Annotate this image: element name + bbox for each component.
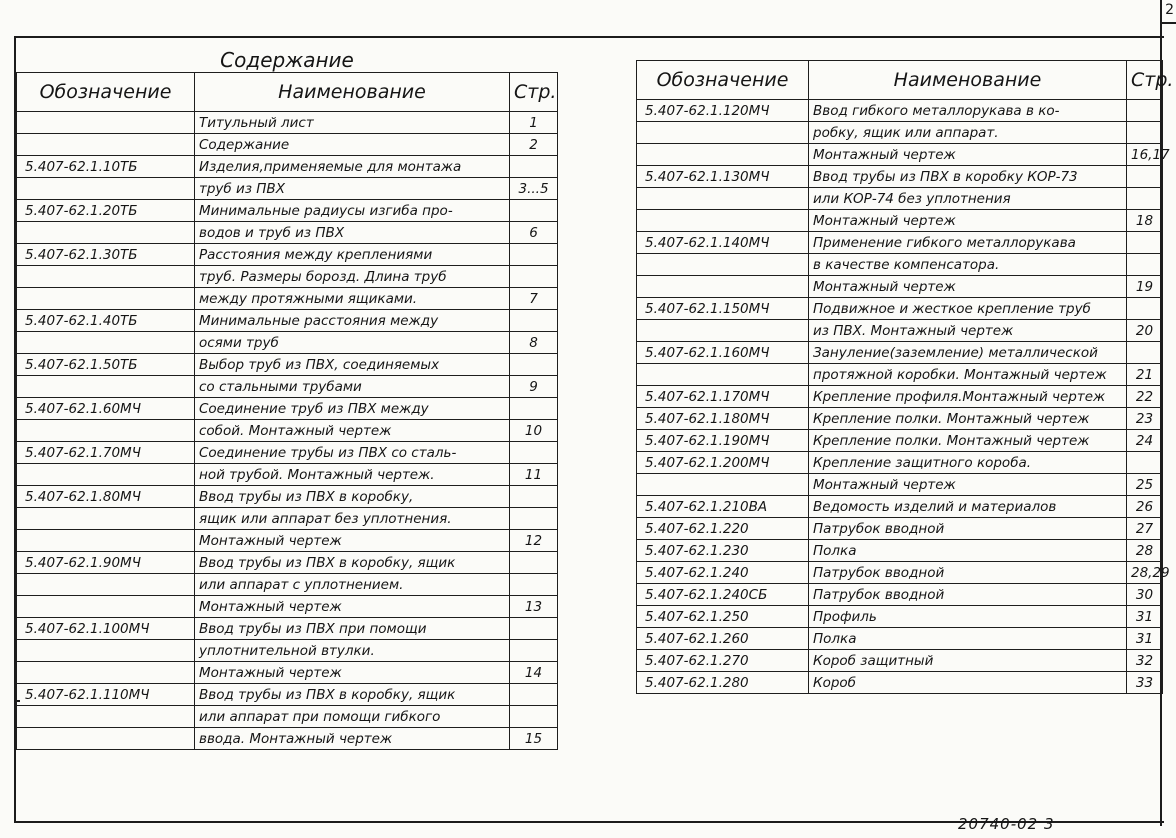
row-name: Ввод трубы из ПВХ при помощи xyxy=(195,618,510,640)
row-name: Крепление защитного короба. xyxy=(809,452,1127,474)
table-row xyxy=(637,452,1163,474)
row-name: Профиль xyxy=(809,606,1127,628)
table-row xyxy=(637,606,1163,628)
row-name: Монтажный чертеж xyxy=(809,144,1127,166)
table-row xyxy=(637,518,1163,540)
row-code: 5.407-62.1.190МЧ xyxy=(637,430,809,452)
row-name: осями труб xyxy=(195,332,510,354)
row-code xyxy=(17,288,195,310)
row-page: 31 xyxy=(1127,606,1163,628)
table-row xyxy=(17,134,558,156)
table-row xyxy=(17,508,558,530)
row-code: 5.407-62.1.270 xyxy=(637,650,809,672)
row-page: 6 xyxy=(510,222,558,244)
row-name: или КОР-74 без уплотнения xyxy=(809,188,1127,210)
row-code: 5.407-62.1.210ВА xyxy=(637,496,809,518)
row-page: 20 xyxy=(1127,320,1163,342)
row-page xyxy=(1127,188,1163,210)
row-page xyxy=(510,310,558,332)
row-name: протяжной коробки. Монтажный чертеж xyxy=(809,364,1127,386)
table-row xyxy=(637,364,1163,386)
row-page: 1 xyxy=(510,112,558,134)
table-row xyxy=(637,408,1163,430)
row-page: 18 xyxy=(1127,210,1163,232)
row-name: Крепление профиля.Монтажный чертеж xyxy=(809,386,1127,408)
row-name: Патрубок вводной xyxy=(809,562,1127,584)
table-row xyxy=(637,430,1163,452)
row-code: 5.407-62.1.130МЧ xyxy=(637,166,809,188)
row-code xyxy=(637,320,809,342)
table-row xyxy=(17,552,558,574)
table-row xyxy=(637,100,1163,122)
row-page xyxy=(510,640,558,662)
table-row xyxy=(17,332,558,354)
row-code xyxy=(17,420,195,442)
row-code xyxy=(637,188,809,210)
row-code: 5.407-62.1.250 xyxy=(637,606,809,628)
row-name: собой. Монтажный чертеж xyxy=(195,420,510,442)
row-name: Короб xyxy=(809,672,1127,694)
row-name: Полка xyxy=(809,540,1127,562)
row-name: ввода. Монтажный чертеж xyxy=(195,728,510,750)
row-name: труб. Размеры борозд. Длина труб xyxy=(195,266,510,288)
row-code: 5.407-62.1.160МЧ xyxy=(637,342,809,364)
header-page: Стр. xyxy=(510,73,558,112)
row-name: водов и труб из ПВХ xyxy=(195,222,510,244)
table-row xyxy=(637,254,1163,276)
row-page xyxy=(1127,254,1163,276)
row-code: 5.407-62.1.200МЧ xyxy=(637,452,809,474)
row-code xyxy=(17,508,195,530)
row-code: 5.407-62.1.60МЧ xyxy=(17,398,195,420)
header-code: Обозначение xyxy=(17,73,195,112)
row-code xyxy=(637,254,809,276)
row-name: Ведомость изделий и материалов xyxy=(809,496,1127,518)
row-page: 32 xyxy=(1127,650,1163,672)
table-row xyxy=(637,628,1163,650)
row-page xyxy=(1127,452,1163,474)
row-name: Монтажный чертеж xyxy=(809,474,1127,496)
row-name: Минимальные расстояния между xyxy=(195,310,510,332)
row-page xyxy=(510,706,558,728)
row-code: 5.407-62.1.70МЧ xyxy=(17,442,195,464)
table-row xyxy=(17,706,558,728)
table-row xyxy=(17,310,558,332)
row-page xyxy=(1127,122,1163,144)
row-code xyxy=(637,364,809,386)
row-code xyxy=(637,144,809,166)
row-name: Короб защитный xyxy=(809,650,1127,672)
header-name: Наименование xyxy=(195,73,510,112)
row-code: 5.407-62.1.180МЧ xyxy=(637,408,809,430)
table-row xyxy=(637,276,1163,298)
row-code xyxy=(17,596,195,618)
table-row xyxy=(17,640,558,662)
table-row xyxy=(637,210,1163,232)
contents-title: Содержание xyxy=(17,48,558,73)
row-name: Монтажный чертеж xyxy=(195,530,510,552)
table-row xyxy=(637,386,1163,408)
table-row xyxy=(17,266,558,288)
row-code: 5.407-62.1.50ТБ xyxy=(17,354,195,376)
row-name: труб из ПВХ xyxy=(195,178,510,200)
row-name: Полка xyxy=(809,628,1127,650)
table-row xyxy=(17,442,558,464)
row-code xyxy=(17,178,195,200)
header-name: Наименование xyxy=(809,61,1127,100)
row-code xyxy=(17,574,195,596)
row-name: ной трубой. Монтажный чертеж. xyxy=(195,464,510,486)
row-name: Минимальные радиусы изгиба про- xyxy=(195,200,510,222)
row-name: Зануление(заземление) металлической xyxy=(809,342,1127,364)
row-code xyxy=(17,222,195,244)
row-code: 5.407-62.1.20ТБ xyxy=(17,200,195,222)
contents-rows-left xyxy=(17,112,558,750)
table-row xyxy=(17,288,558,310)
table-row xyxy=(637,298,1163,320)
row-code xyxy=(637,474,809,496)
table-row xyxy=(17,222,558,244)
row-page xyxy=(1127,166,1163,188)
row-name: Монтажный чертеж xyxy=(195,662,510,684)
table-row xyxy=(637,672,1163,694)
row-page: 22 xyxy=(1127,386,1163,408)
table-row xyxy=(637,474,1163,496)
row-name: Ввод гибкого металлорукава в ко- xyxy=(809,100,1127,122)
row-code: 5.407-62.1.110МЧ xyxy=(17,684,195,706)
row-name: между протяжными ящиками. xyxy=(195,288,510,310)
row-code: 5.407-62.1.30ТБ xyxy=(17,244,195,266)
row-page: 15 xyxy=(510,728,558,750)
row-code xyxy=(17,332,195,354)
contents-table-left xyxy=(16,48,558,750)
row-name: Содержание xyxy=(195,134,510,156)
table-row xyxy=(17,398,558,420)
row-page: 28 xyxy=(1127,540,1163,562)
row-code: 5.407-62.1.90МЧ xyxy=(17,552,195,574)
row-code xyxy=(17,728,195,750)
table-row xyxy=(17,728,558,750)
row-name: Соединение труб из ПВХ между xyxy=(195,398,510,420)
row-name: Титульный лист xyxy=(195,112,510,134)
row-name: из ПВХ. Монтажный чертеж xyxy=(809,320,1127,342)
table-row xyxy=(637,562,1163,584)
row-page: 14 xyxy=(510,662,558,684)
row-code xyxy=(17,112,195,134)
row-name: уплотнительной втулки. xyxy=(195,640,510,662)
row-name: Выбор труб из ПВХ, соединяемых xyxy=(195,354,510,376)
row-code: 5.407-62.1.140МЧ xyxy=(637,232,809,254)
row-name: со стальными трубами xyxy=(195,376,510,398)
row-name: Соединение трубы из ПВХ со сталь- xyxy=(195,442,510,464)
row-name: или аппарат при помощи гибкого xyxy=(195,706,510,728)
row-page: 31 xyxy=(1127,628,1163,650)
row-name: робку, ящик или аппарат. xyxy=(809,122,1127,144)
contents-table-right xyxy=(636,60,1174,694)
table-row xyxy=(17,486,558,508)
row-name: Патрубок вводной xyxy=(809,584,1127,606)
row-name: ящик или аппарат без уплотнения. xyxy=(195,508,510,530)
row-page xyxy=(1127,298,1163,320)
row-page: 27 xyxy=(1127,518,1163,540)
row-page xyxy=(510,552,558,574)
row-code: 5.407-62.1.230 xyxy=(637,540,809,562)
row-name: Монтажный чертеж xyxy=(809,276,1127,298)
table-row xyxy=(17,354,558,376)
row-page: 8 xyxy=(510,332,558,354)
table-row xyxy=(17,684,558,706)
row-name: в качестве компенсатора. xyxy=(809,254,1127,276)
row-page xyxy=(1127,232,1163,254)
table-row xyxy=(17,574,558,596)
row-code: 5.407-62.1.10ТБ xyxy=(17,156,195,178)
table-row xyxy=(17,596,558,618)
row-page: 2 xyxy=(510,134,558,156)
row-page: 21 xyxy=(1127,364,1163,386)
row-name: Применение гибкого металлорукава xyxy=(809,232,1127,254)
row-page: 11 xyxy=(510,464,558,486)
row-name: Изделия,применяемые для монтажа xyxy=(195,156,510,178)
row-name: Крепление полки. Монтажный чертеж xyxy=(809,408,1127,430)
row-page: 16,17 xyxy=(1127,144,1163,166)
row-code: 5.407-62.1.80МЧ xyxy=(17,486,195,508)
row-code: 5.407-62.1.260 xyxy=(637,628,809,650)
row-page: 23 xyxy=(1127,408,1163,430)
row-code xyxy=(17,376,195,398)
table-row xyxy=(17,200,558,222)
table-row xyxy=(637,232,1163,254)
table-row xyxy=(17,178,558,200)
row-page xyxy=(510,618,558,640)
row-page xyxy=(510,442,558,464)
document-code: 20740-02 3 xyxy=(958,815,1055,833)
table-row xyxy=(637,584,1163,606)
table-row xyxy=(637,320,1163,342)
table-row xyxy=(17,244,558,266)
table-row xyxy=(17,156,558,178)
row-page xyxy=(510,200,558,222)
row-page xyxy=(510,574,558,596)
row-page xyxy=(510,266,558,288)
row-name: Монтажный чертеж xyxy=(809,210,1127,232)
row-page: 9 xyxy=(510,376,558,398)
row-page xyxy=(510,684,558,706)
row-code: 5.407-62.1.220 xyxy=(637,518,809,540)
row-name: Ввод трубы из ПВХ в коробку, ящик xyxy=(195,684,510,706)
row-code xyxy=(17,706,195,728)
row-code xyxy=(637,276,809,298)
row-code: 5.407-62.1.280 xyxy=(637,672,809,694)
row-name: Ввод трубы из ПВХ в коробку, ящик xyxy=(195,552,510,574)
row-code: 5.407-62.1.100МЧ xyxy=(17,618,195,640)
row-name: или аппарат с уплотнением. xyxy=(195,574,510,596)
table-row xyxy=(637,540,1163,562)
table-row xyxy=(637,144,1163,166)
table-row xyxy=(637,188,1163,210)
table-row xyxy=(637,650,1163,672)
row-code: 5.407-62.1.120МЧ xyxy=(637,100,809,122)
row-page xyxy=(1127,100,1163,122)
contents-rows-right xyxy=(637,100,1170,694)
row-code xyxy=(17,464,195,486)
row-page: 3...5 xyxy=(510,178,558,200)
row-page: 28,29 xyxy=(1127,562,1163,584)
table-row xyxy=(17,420,558,442)
row-code xyxy=(17,266,195,288)
row-code: 5.407-62.1.150МЧ xyxy=(637,298,809,320)
row-page xyxy=(1127,342,1163,364)
row-page xyxy=(510,244,558,266)
row-page xyxy=(510,354,558,376)
row-name: Ввод трубы из ПВХ в коробку КОР-73 xyxy=(809,166,1127,188)
table-row xyxy=(637,122,1163,144)
row-page xyxy=(510,486,558,508)
table-row xyxy=(17,618,558,640)
row-page: 30 xyxy=(1127,584,1163,606)
row-name: Подвижное и жесткое крепление труб xyxy=(809,298,1127,320)
table-row xyxy=(17,112,558,134)
row-page xyxy=(510,156,558,178)
table-row xyxy=(17,376,558,398)
table-row xyxy=(17,464,558,486)
sheet-number-box xyxy=(1160,0,1176,24)
row-page: 26 xyxy=(1127,496,1163,518)
row-page xyxy=(510,398,558,420)
table-row xyxy=(637,166,1163,188)
row-name: Монтажный чертеж xyxy=(195,596,510,618)
row-code xyxy=(637,122,809,144)
table-row xyxy=(17,662,558,684)
row-code: 5.407-62.1.240СБ xyxy=(637,584,809,606)
header-code: Обозначение xyxy=(637,61,809,100)
row-code: 5.407-62.1.170МЧ xyxy=(637,386,809,408)
row-page: 13 xyxy=(510,596,558,618)
row-page: 12 xyxy=(510,530,558,552)
row-code: 5.407-62.1.40ТБ xyxy=(17,310,195,332)
table-row xyxy=(637,342,1163,364)
row-page: 25 xyxy=(1127,474,1163,496)
row-code xyxy=(17,662,195,684)
sheet-number: 2 xyxy=(1165,2,1174,18)
row-code xyxy=(17,134,195,156)
row-name: Расстояния между креплениями xyxy=(195,244,510,266)
row-name: Патрубок вводной xyxy=(809,518,1127,540)
row-name: Крепление полки. Монтажный чертеж xyxy=(809,430,1127,452)
table-row xyxy=(17,530,558,552)
row-page: 33 xyxy=(1127,672,1163,694)
row-code xyxy=(17,640,195,662)
row-page: 24 xyxy=(1127,430,1163,452)
row-code xyxy=(17,530,195,552)
row-page: 10 xyxy=(510,420,558,442)
row-code xyxy=(637,210,809,232)
row-page xyxy=(510,508,558,530)
row-page: 7 xyxy=(510,288,558,310)
row-page: 19 xyxy=(1127,276,1163,298)
header-page: Стр. xyxy=(1127,61,1163,100)
row-name: Ввод трубы из ПВХ в коробку, xyxy=(195,486,510,508)
table-row xyxy=(637,496,1163,518)
row-code: 5.407-62.1.240 xyxy=(637,562,809,584)
